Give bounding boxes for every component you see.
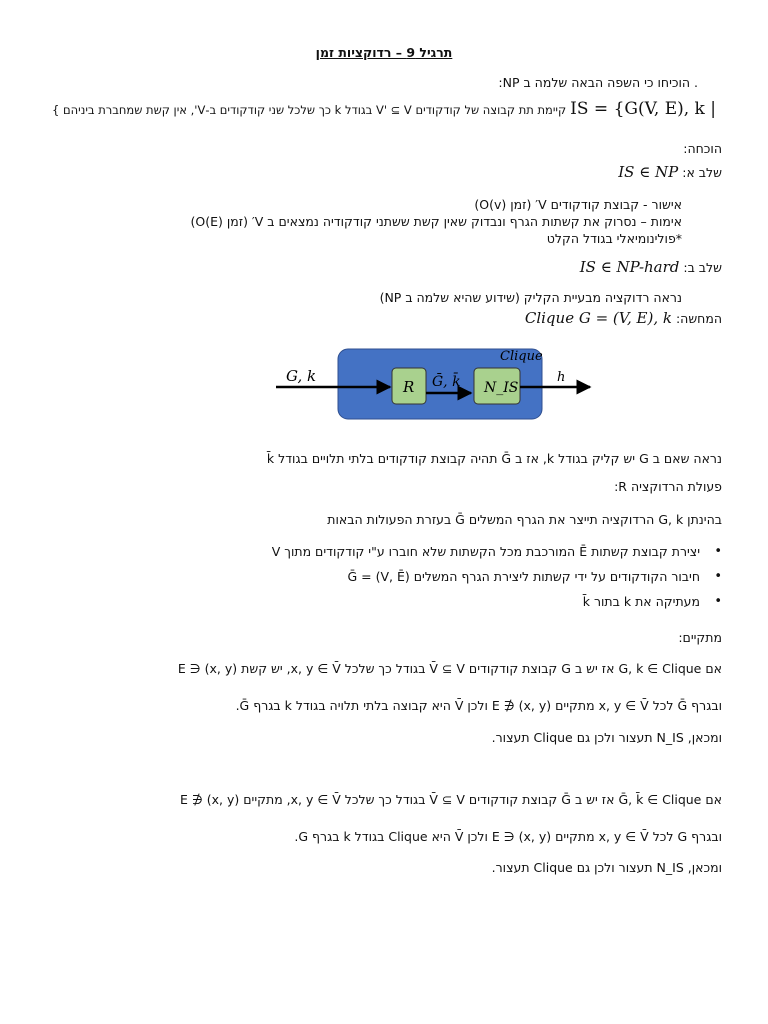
check-line: אימות – נסרוק את קשתות הגרף ונבדוק שאין קשת ששתני קודקודיה נמצאים ב V′ (זמן O(E)) [190,214,682,229]
reduction-ops-label: פעולת הרדוקציה R: [614,479,722,494]
clique-label: Clique [500,349,543,364]
proof-1-line-1: אם G, k ∈ Clique אז יש ב G קבוצת קודקודים V̄ ⊆ V בגודל כך שלכל x, y ∈ V̄, יש קשת (x, y) ∈ E [177,661,722,676]
step-b-label: שלב ב: [683,260,722,275]
reduction-steps-list [272,541,722,613]
claim-line: נראה שאם ב G יש קליק בגודל k, אז ב Ḡ תהיה קבוצת קודקודים בלתי תלויים בגודל k̄ [266,451,722,466]
step-a [30,163,722,182]
given-line: בהינתן G, k הרדוקציה תייצר את הגרף המשלים Ḡ בעזרת הפעולות הבאות [327,512,722,527]
proof-1-line-3: ומכאן, N_IS תעצור ולכן גם Clique תעצור. [491,730,722,745]
poly-line: *פולינומיאלי בגודל הקלט [546,231,682,246]
illustration-label: המחשה: [675,311,722,326]
reduction-step: • יצירת קבוצת קשתות Ē המורכבת מכל הקשתות שלא חוברו ע"י קודקודים מתוך V [272,541,700,563]
reduction-step: • מעתיקה את k בתור k̄ [272,591,700,613]
illustration-line [30,309,722,328]
intro-line: . הוכיחו כי השפה הבאה שלמה ב NP: [498,75,698,90]
page-title: תרגיל 9 – רדוקציות זמן [315,45,453,60]
step-a-math: IS ∈ NP [618,163,679,181]
verify-line: אישור - קבוצת קודקודים V′ (זמן O(v)) [474,197,682,212]
illustration-math: Clique G = (V, E), k [524,309,672,327]
proof-2-line-1: אם Ḡ, k̄ ∈ Clique אז יש ב Ḡ קבוצת קודקודים V̄ ⊆ V בגודל כך שלכל x, y ∈ V̄, מתקיים (x, y) ∉ E [180,792,722,807]
proof-1-line-2: ובגרף Ḡ לכל x, y ∈ V̄ מתקיים (x, y) ∉ E ולכן V̄ היא קבוצה בלתי תלויה בגודל k בגרף Ḡ. [235,698,722,713]
proof-2-line-2: ובגרף G לכל x, y ∈ V̄ מתקיים (x, y) ∈ E ולכן V̄ היא Clique בגודל k בגרף G. [294,829,722,844]
is-definition-text: קיימת תת קבוצה של קודקודים V' ⊆ V בגודל k כך שלכל שני קודקודים ב-V', אין קשת שמחברת ביניהם } [52,103,567,117]
reduction-diagram [270,340,600,430]
middle-label: Ḡ, k̄ [432,374,461,390]
holds-label: מתקיים: [678,630,722,645]
is-definition [30,100,716,119]
proof-label: הוכחה: [683,141,722,156]
is-definition-math: IS = {G(V, E), k | [570,99,716,119]
input-label: G, k [286,367,317,385]
nis-box-label: N_IS [484,380,519,396]
reduction-line: נראה רדוקציה מבעיית הקליק (שידוע שהיא שלמה ב NP) [379,290,682,305]
step-b [30,258,722,277]
reduction-box-label: R [403,378,415,396]
step-a-label: שלב א: [682,165,722,180]
proof-2-line-3: ומכאן, N_IS תעצור ולכן גם Clique תעצור. [491,860,722,875]
step-b-math: IS ∈ NP-hard [579,258,680,276]
output-label: h [557,370,566,385]
reduction-step: • חיבור הקודקודים על ידי קשתות ליצירת הגרף המשלים Ḡ = (V, Ē) [272,563,700,591]
